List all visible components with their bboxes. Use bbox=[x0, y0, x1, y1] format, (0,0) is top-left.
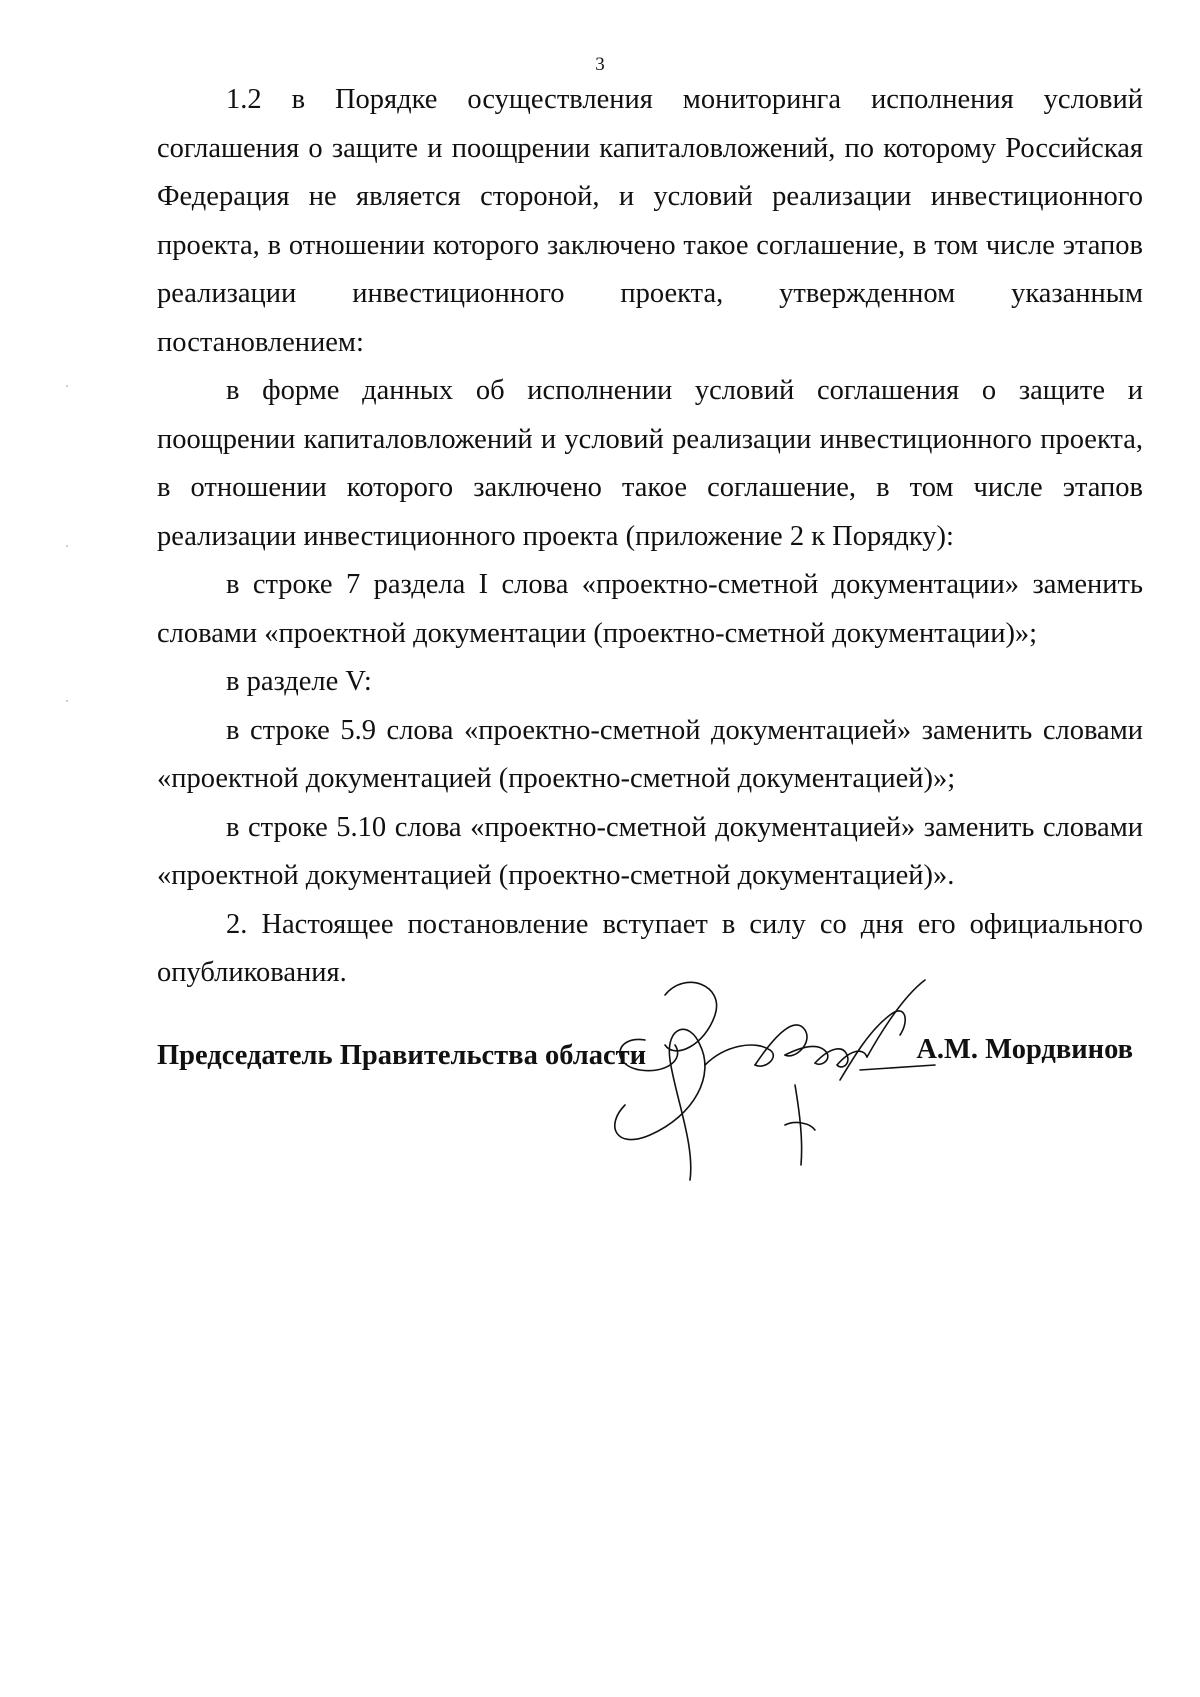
paragraph-row-5-10: в строке 5.10 слова «проектно-сметной документацией» заменить словами «проектной документацией (проектно-сметной документацией)». bbox=[157, 811, 1143, 891]
document-body bbox=[157, 76, 1143, 998]
margin-mark bbox=[66, 385, 68, 387]
paragraph-effective-date: 2. Настоящее постановление вступает в силу со дня его официального опубликования. bbox=[157, 908, 1143, 988]
paragraph-row-7: в строке 7 раздела I слова «проектно-сметной документации» заменить словами «проектной документации (проектно-сметной документации)»; bbox=[157, 569, 1143, 649]
signatory-name: А.М. Мордвинов bbox=[916, 1034, 1133, 1065]
paragraph-form-data: в форме данных об исполнении условий соглашения о защите и поощрении капиталовложений и условий реализации инвестиционного проекта, в отношении которого заключено такое соглашение, в том числе этапов реализации инвестиционного проекта (приложение 2 к Порядку): bbox=[157, 375, 1143, 552]
page-number: 3 bbox=[595, 54, 605, 75]
paragraph-1-2: 1.2 в Порядке осуществления мониторинга исполнения условий соглашения о защите и поощрении капиталовложений, по которому Российская Федерация не является стороной, и условий реализации инвестиционного проекта, в отношении которого заключено такое соглашение, в том числе этапов реализации инвестиционного проекта, утвержденном указанным постановлением: bbox=[157, 84, 1143, 358]
paragraph-row-5-9: в строке 5.9 слова «проектно-сметной документацией» заменить словами «проектной документацией (проектно-сметной документацией)»; bbox=[157, 714, 1143, 794]
paragraph-section-v: в разделе V: bbox=[226, 666, 372, 697]
signatory-title: Председатель Правительства области bbox=[157, 1040, 647, 1071]
margin-mark bbox=[66, 700, 68, 702]
handwritten-signature bbox=[605, 975, 965, 1185]
margin-mark bbox=[66, 545, 68, 547]
